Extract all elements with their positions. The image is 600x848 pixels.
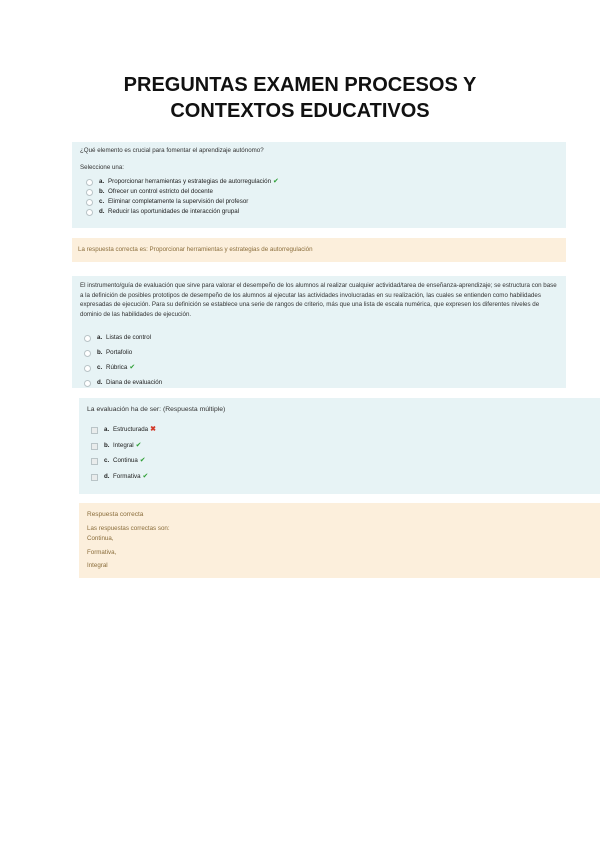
option-letter: d. [97,379,103,386]
question-2-option-c[interactable] [84,363,554,378]
question-3-prompt: La evaluación ha de ser: (Respuesta múltiple) [87,406,226,413]
question-1-prompt: ¿Qué elemento es crucial para fomentar el aprendizaje autónomo? [80,147,264,154]
radio-button[interactable] [84,380,91,387]
radio-button[interactable] [84,350,91,357]
radio-button[interactable] [84,335,91,342]
correct-answer-text: La respuesta correcta es: Proporcionar herramientas y estrategias de autorregulación [78,246,313,253]
option-text: Rúbrica [106,364,128,371]
question-3-feedback [79,503,600,578]
question-1-card [72,142,566,228]
feedback-answer-3: Integral [87,562,108,569]
question-2-option-d[interactable] [84,378,554,390]
question-1-instruction: Seleccione una: [80,164,125,171]
option-text: Continua [113,457,138,464]
option-text: Reducir las oportunidades de interacción grupal [108,208,240,215]
radio-button[interactable] [84,365,91,372]
question-1-option-b[interactable] [86,187,556,197]
question-2-options [84,333,554,390]
question-2-prompt: El instrumento/guía de evaluación que sirve para valorar el desempeño de los alumnos al realizar cualquier actividad/tarea de enseñanza-aprendizaje; se estructura con base a la definición de posibles prototipos de desempeño de los alumnos al ejecutar las actividades involucradas en su realización, las cuales se entienden como habilidades expresadas de ejecución. Para su definición se establece una serie de rangos de criterio, más que una lista de escala numérica, que expresen los diferentes niveles de dominio de las habilidades de ejecución. [80,282,557,318]
question-2-option-b[interactable] [84,348,554,363]
question-3-card [79,398,600,494]
option-letter: d. [104,472,110,480]
option-text: Estructurada [113,426,149,433]
radio-button[interactable] [86,209,93,216]
checkbox[interactable] [91,458,98,465]
radio-button[interactable] [86,179,93,186]
feedback-answer-1: Continua, [87,535,114,542]
page-title-line-2: CONTEXTOS EDUCATIVOS [170,100,430,122]
option-text: Diana de evaluación [106,379,163,386]
option-text: Listas de control [106,334,152,341]
question-3-option-c[interactable] [91,456,561,472]
check-icon: ✔ [142,472,149,480]
question-3-options [91,425,561,487]
radio-button[interactable] [86,199,93,206]
option-letter: c. [97,364,103,371]
page-title-line-1: PREGUNTAS EXAMEN PROCESOS Y [123,74,477,96]
checkbox[interactable] [91,474,98,481]
question-3-option-a[interactable] [91,425,561,441]
checkbox[interactable] [91,443,98,450]
option-text: Proporcionar herramientas y estrategias de autorregulación [108,178,272,185]
radio-button[interactable] [86,189,93,196]
question-1-option-d[interactable] [86,207,556,217]
option-letter: b. [97,349,103,356]
page-title [0,72,600,124]
option-text: Portafolio [106,349,133,356]
option-letter: c. [104,457,110,464]
checkbox[interactable] [91,427,98,434]
option-letter: a. [97,334,103,341]
feedback-heading: Respuesta correcta [87,511,144,518]
question-2-option-a[interactable] [84,333,554,348]
feedback-answer-2: Formativa, [87,549,117,556]
question-3-option-b[interactable] [91,441,561,457]
check-icon: ✔ [135,441,142,449]
question-1-option-c[interactable] [86,197,556,207]
question-1-feedback [72,238,566,262]
option-letter: d. [99,208,105,215]
cross-icon: ✖ [150,426,156,433]
option-text: Integral [113,441,134,449]
option-text: Eliminar completamente la supervisión del profesor [108,198,249,205]
option-letter: a. [99,178,105,185]
feedback-intro: Las respuestas correctas son: [87,525,170,532]
check-icon: ✔ [273,178,279,185]
question-1-option-a[interactable] [86,177,556,187]
check-icon: ✔ [129,364,136,371]
option-letter: b. [99,188,105,195]
option-letter: c. [99,198,105,205]
question-3-option-d[interactable] [91,472,561,488]
option-text: Formativa [113,472,141,480]
question-1-options [86,177,556,217]
question-2-card [72,276,566,388]
option-letter: b. [104,441,110,449]
option-letter: a. [104,426,110,433]
check-icon: ✔ [139,457,146,464]
option-text: Ofrecer un control estricto del docente [108,188,213,195]
